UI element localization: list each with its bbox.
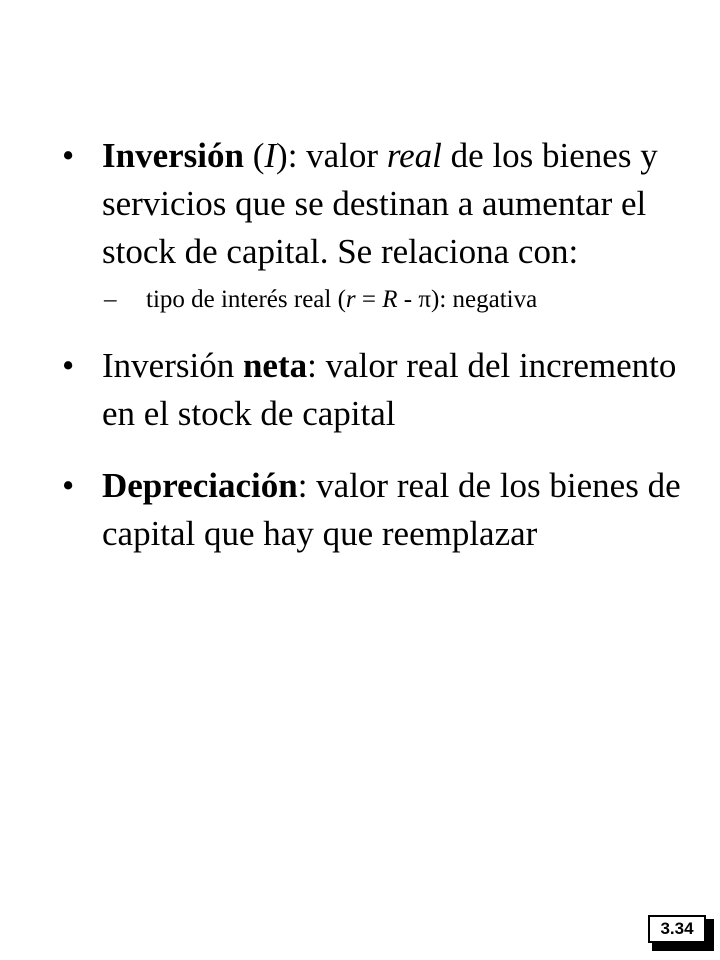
term-depreciacion: Depreciación: [102, 466, 298, 505]
var-pi: π: [418, 286, 431, 313]
symbol-open: (: [252, 136, 265, 175]
text-after-italic: de los bienes y servicios que se destinan a aumentar el stock de capital. Se relaciona con:: [102, 136, 658, 271]
bullet-inversion: [62, 132, 702, 318]
bullet-dot-icon: •: [62, 346, 75, 385]
italic-real: real: [386, 136, 442, 175]
bullet-depreciacion: [62, 462, 702, 558]
var-r: r: [345, 286, 356, 313]
bullet-inversion-neta: [62, 342, 702, 438]
term-inversion-plain: Inversión: [102, 346, 243, 385]
bullet-dot-icon: •: [62, 466, 75, 505]
text-inversion-neta: : valor real del incremento en el stock de capital: [102, 346, 677, 433]
symbol-close: ): [276, 136, 288, 175]
dash-icon: –: [104, 286, 117, 313]
sub-list: [102, 282, 702, 318]
text-before-italic: : valor: [287, 136, 387, 175]
term-inversion: Inversión: [102, 136, 244, 175]
bullet-list: [62, 132, 702, 582]
bullet-dot-icon: •: [62, 136, 75, 175]
sub-text-before: tipo de interés real (: [146, 286, 346, 313]
text-depreciacion: : valor real de los bienes de capital que hay que reemplazar: [102, 466, 681, 553]
page-number-badge: 3.34: [648, 915, 706, 943]
symbol-i: I: [264, 136, 277, 175]
term-neta: neta: [242, 346, 308, 385]
sub-text-after: ): negativa: [431, 286, 538, 313]
var-R: R: [382, 286, 398, 313]
sub-item-tipo-interes: [104, 282, 702, 318]
minus-sign: -: [397, 286, 419, 313]
equals-sign: =: [355, 286, 383, 313]
